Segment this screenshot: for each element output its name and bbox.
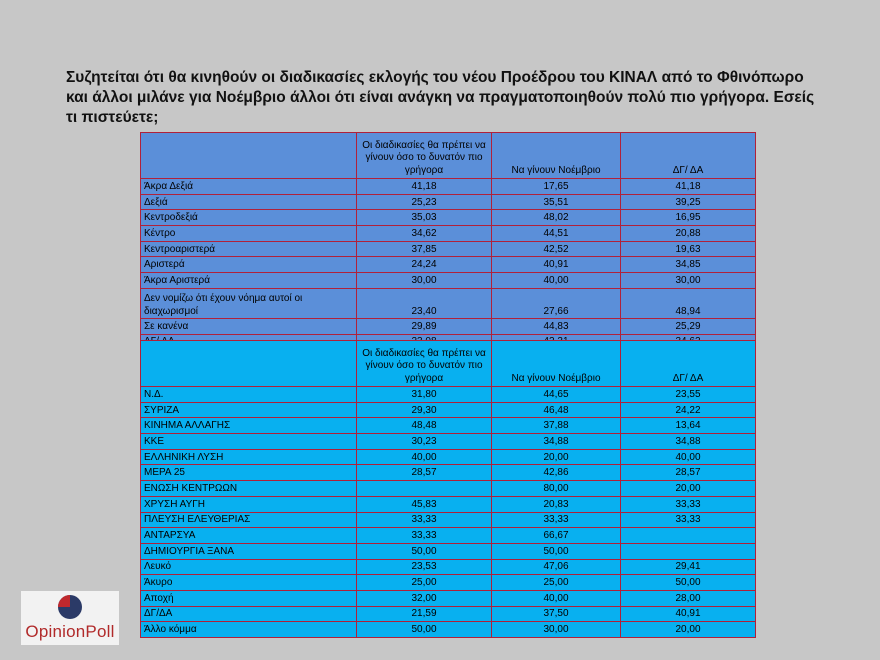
table-row: [141, 402, 756, 418]
value-cell: 30,23: [357, 434, 492, 450]
table-row: [141, 194, 756, 210]
table-row: [141, 387, 756, 403]
table-row: [141, 575, 756, 591]
value-cell: 44,65: [492, 387, 621, 403]
value-cell: 25,23: [357, 194, 492, 210]
value-cell: [621, 528, 756, 544]
value-cell: 50,00: [357, 543, 492, 559]
value-cell: 48,94: [621, 288, 756, 318]
value-cell: 27,66: [492, 288, 621, 318]
row-label: ΜΕΡΑ 25: [141, 465, 357, 481]
value-cell: 32,00: [357, 590, 492, 606]
row-label: Άκυρο: [141, 575, 357, 591]
value-cell: 42,86: [492, 465, 621, 481]
table-row: [141, 318, 756, 334]
table-row: [141, 622, 756, 638]
value-cell: 20,88: [621, 226, 756, 242]
table-row: [141, 179, 756, 195]
row-label: Άκρα Αριστερά: [141, 273, 357, 289]
value-cell: 34,88: [621, 434, 756, 450]
value-cell: 29,30: [357, 402, 492, 418]
value-cell: 19,63: [621, 241, 756, 257]
table-row: [141, 273, 756, 289]
value-cell: 37,85: [357, 241, 492, 257]
value-cell: 48,02: [492, 210, 621, 226]
value-cell: 30,00: [621, 273, 756, 289]
opinionpoll-logo: [21, 591, 119, 645]
row-label: Λευκό: [141, 559, 357, 575]
value-cell: 35,03: [357, 210, 492, 226]
value-cell: 23,55: [621, 387, 756, 403]
ideology-table: [140, 132, 756, 350]
value-cell: 20,00: [621, 481, 756, 497]
value-cell: 41,18: [621, 179, 756, 195]
table-row: [141, 559, 756, 575]
value-cell: 20,00: [621, 622, 756, 638]
value-cell: 44,51: [492, 226, 621, 242]
value-cell: 31,80: [357, 387, 492, 403]
value-cell: 34,88: [492, 434, 621, 450]
table-row: [141, 496, 756, 512]
value-cell: 37,88: [492, 418, 621, 434]
row-label: Κεντροαριστερά: [141, 241, 357, 257]
value-cell: 40,00: [621, 449, 756, 465]
row-label: ΕΛΛΗΝΙΚΗ ΛΥΣΗ: [141, 449, 357, 465]
value-cell: 16,95: [621, 210, 756, 226]
column-header: ΔΓ/ ΔΑ: [621, 133, 756, 179]
value-cell: 39,25: [621, 194, 756, 210]
value-cell: [621, 543, 756, 559]
table-row: [141, 481, 756, 497]
value-cell: 42,52: [492, 241, 621, 257]
table-row: [141, 434, 756, 450]
value-cell: 40,91: [492, 257, 621, 273]
table-row: [141, 512, 756, 528]
value-cell: 40,00: [492, 590, 621, 606]
row-label: ΔΓ/ΔΑ: [141, 606, 357, 622]
column-header: Να γίνουν Νοέμβριο: [492, 341, 621, 387]
value-cell: 50,00: [492, 543, 621, 559]
value-cell: 29,89: [357, 318, 492, 334]
row-label: Άκρα Δεξιά: [141, 179, 357, 195]
value-cell: 40,00: [492, 273, 621, 289]
value-cell: 29,41: [621, 559, 756, 575]
row-label: ΚΚΕ: [141, 434, 357, 450]
table-row: [141, 210, 756, 226]
value-cell: 33,33: [621, 496, 756, 512]
row-label: ΔΗΜΙΟΥΡΓΙΑ ΞΑΝΑ: [141, 543, 357, 559]
value-cell: 25,00: [357, 575, 492, 591]
value-cell: 40,91: [621, 606, 756, 622]
table-row: [141, 257, 756, 273]
column-header: Να γίνουν Νοέμβριο: [492, 133, 621, 179]
header-blank-cell: [141, 133, 357, 179]
value-cell: 37,50: [492, 606, 621, 622]
table-row: [141, 465, 756, 481]
value-cell: 33,33: [357, 528, 492, 544]
row-label: Σε κανένα: [141, 318, 357, 334]
value-cell: 28,57: [621, 465, 756, 481]
logo-text: OpinionPoll: [25, 622, 115, 641]
column-header: Οι διαδικασίες θα πρέπει να γίνουν όσο το δυνατόν πιο γρήγορα: [357, 133, 492, 179]
value-cell: 17,65: [492, 179, 621, 195]
row-label: ΚΙΝΗΜΑ ΑΛΛΑΓΗΣ: [141, 418, 357, 434]
party-table: [140, 340, 756, 638]
value-cell: 21,59: [357, 606, 492, 622]
value-cell: 44,83: [492, 318, 621, 334]
column-header: Οι διαδικασίες θα πρέπει να γίνουν όσο το δυνατόν πιο γρήγορα: [357, 341, 492, 387]
table-row: [141, 241, 756, 257]
value-cell: 34,62: [357, 226, 492, 242]
value-cell: 24,22: [621, 402, 756, 418]
value-cell: 25,29: [621, 318, 756, 334]
value-cell: 41,18: [357, 179, 492, 195]
value-cell: 25,00: [492, 575, 621, 591]
logo-circle-icon: [56, 593, 84, 621]
value-cell: 20,83: [492, 496, 621, 512]
value-cell: 48,48: [357, 418, 492, 434]
row-label: Δεξιά: [141, 194, 357, 210]
row-label: Κεντροδεξιά: [141, 210, 357, 226]
value-cell: 50,00: [357, 622, 492, 638]
value-cell: 80,00: [492, 481, 621, 497]
question-text: Συζητείται ότι θα κινηθούν οι διαδικασίες εκλογής του νέου Προέδρου του ΚΙΝΑΛ από το Φθινόπωρο και άλλοι μιλάνε για Νοέμβριο άλλοι ότι είναι ανάγκη να πραγματοποιηθούν πολύ πιο γρήγορα. Εσείς τι πιστεύετε;: [66, 69, 815, 126]
value-cell: 35,51: [492, 194, 621, 210]
value-cell: 28,00: [621, 590, 756, 606]
header-blank-cell: [141, 341, 357, 387]
row-label: Ν.Δ.: [141, 387, 357, 403]
row-label: ΕΝΩΣΗ ΚΕΝΤΡΩΩΝ: [141, 481, 357, 497]
row-label: Αριστερά: [141, 257, 357, 273]
value-cell: 45,83: [357, 496, 492, 512]
value-cell: 13,64: [621, 418, 756, 434]
value-cell: 33,33: [621, 512, 756, 528]
row-label: Δεν νομίζω ότι έχουν νόημα αυτοί οι διαχωρισμοί: [141, 288, 357, 318]
value-cell: 47,06: [492, 559, 621, 575]
row-label: Αποχή: [141, 590, 357, 606]
value-cell: 33,33: [357, 512, 492, 528]
table-row: [141, 418, 756, 434]
value-cell: [357, 481, 492, 497]
value-cell: 28,57: [357, 465, 492, 481]
row-label: ΠΛΕΥΣΗ ΕΛΕΥΘΕΡΙΑΣ: [141, 512, 357, 528]
value-cell: 50,00: [621, 575, 756, 591]
table-row: [141, 288, 756, 318]
table-row: [141, 449, 756, 465]
value-cell: 20,00: [492, 449, 621, 465]
row-label: ΧΡΥΣΗ ΑΥΓΗ: [141, 496, 357, 512]
value-cell: 40,00: [357, 449, 492, 465]
table-row: [141, 528, 756, 544]
table-header-row: [141, 341, 756, 387]
value-cell: 34,85: [621, 257, 756, 273]
value-cell: 30,00: [357, 273, 492, 289]
value-cell: 23,40: [357, 288, 492, 318]
table-row: [141, 226, 756, 242]
row-label: Άλλο κόμμα: [141, 622, 357, 638]
table-row: [141, 606, 756, 622]
table-header-row: [141, 133, 756, 179]
value-cell: 33,33: [492, 512, 621, 528]
value-cell: 46,48: [492, 402, 621, 418]
table-row: [141, 590, 756, 606]
row-label: ΣΥΡΙΖΑ: [141, 402, 357, 418]
value-cell: 30,00: [492, 622, 621, 638]
table-row: [141, 543, 756, 559]
row-label: ΑΝΤΑΡΣΥΑ: [141, 528, 357, 544]
value-cell: 66,67: [492, 528, 621, 544]
value-cell: 24,24: [357, 257, 492, 273]
row-label: Κέντρο: [141, 226, 357, 242]
value-cell: 23,53: [357, 559, 492, 575]
column-header: ΔΓ/ ΔΑ: [621, 341, 756, 387]
